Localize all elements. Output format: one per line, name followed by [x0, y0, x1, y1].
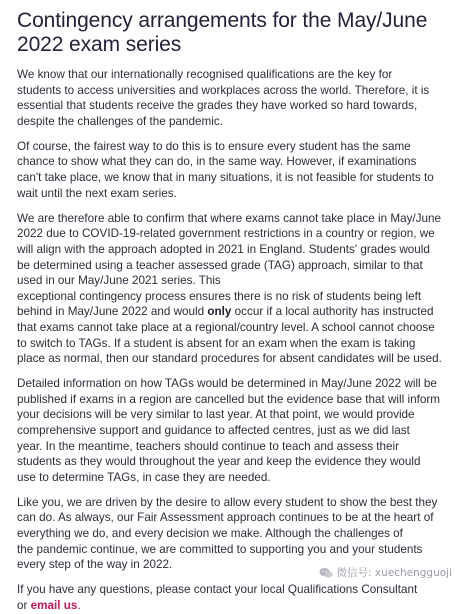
emphasis-only: only	[207, 305, 232, 319]
paragraph-fairness: Of course, the fairest way to do this is to ensure every student has the same chance to show what they can do, in the same way. However, if examinations can't take place, we know that in many situations, it is not feasible for students to wait until the next exam series.	[17, 139, 434, 200]
email-us-link[interactable]: email us	[30, 598, 78, 612]
paragraph-contingency-text-2: occur if a local authority has instructed that exams cannot take place at a regional/country level. A school cannot choose to switch to TAGs. If a student is absent for an exam when the exam is taking place as normal, then our standard procedures for absent candidates will be used.	[17, 305, 442, 366]
paragraph-intro: We know that our internationally recognised qualifications are the key for students to access universities and workplaces across the world. Therefore, it is essential that students receive the grades they have worked so hard towards, despite the challenges of the pandemic.	[17, 68, 430, 128]
paragraph-contingency-text-1: We are therefore able to confirm that where exams cannot take place in May/June 2022 due to COVID-19-related government restrictions in a country or region, we will align with the approach adopted in 2021 in England. Students' grades would be determined using a teacher assessed grade (TAG) approach, similar to that used in our May/June 2021 series. This exceptional contingency process ensures there is no risk of students being left behind in May/June 2022 and would	[17, 211, 442, 319]
watermark-text: 微信号: xuechengguoji	[336, 567, 452, 579]
paragraph-contact-text: If you have any questions, please contact your local Qualifications Consultant or	[17, 583, 418, 612]
paragraph-fair-assessment: Like you, we are driven by the desire to allow every student to show the best they can do. As always, our Fair Assessment approach continues to be at the heart of everything we do, and every decision we make. Although the challenges of the pandemic continue, we are committed to supporting you and your students every step of the way in 2022.	[17, 495, 438, 572]
wechat-icon	[319, 567, 333, 579]
paragraph-contact-end: .	[77, 598, 81, 612]
paragraph-tag-details: Detailed information on how TAGs would be determined in May/June 2022 will be published if exams in a region are cancelled but the evidence base that will inform your decisions will be very similar to last year. At that point, we would provide comprehensive support and guidance to affected centres, just as we did last year. In the meantime, teachers should continue to teach and assess their students as they would throughout the year and keep the evidence they would use to determine TAGs, in case they are needed.	[17, 377, 440, 484]
watermark	[319, 565, 453, 580]
page-title: Contingency arrangements for the May/June 2022 exam series	[17, 9, 428, 56]
paragraph-contingency	[17, 211, 450, 367]
